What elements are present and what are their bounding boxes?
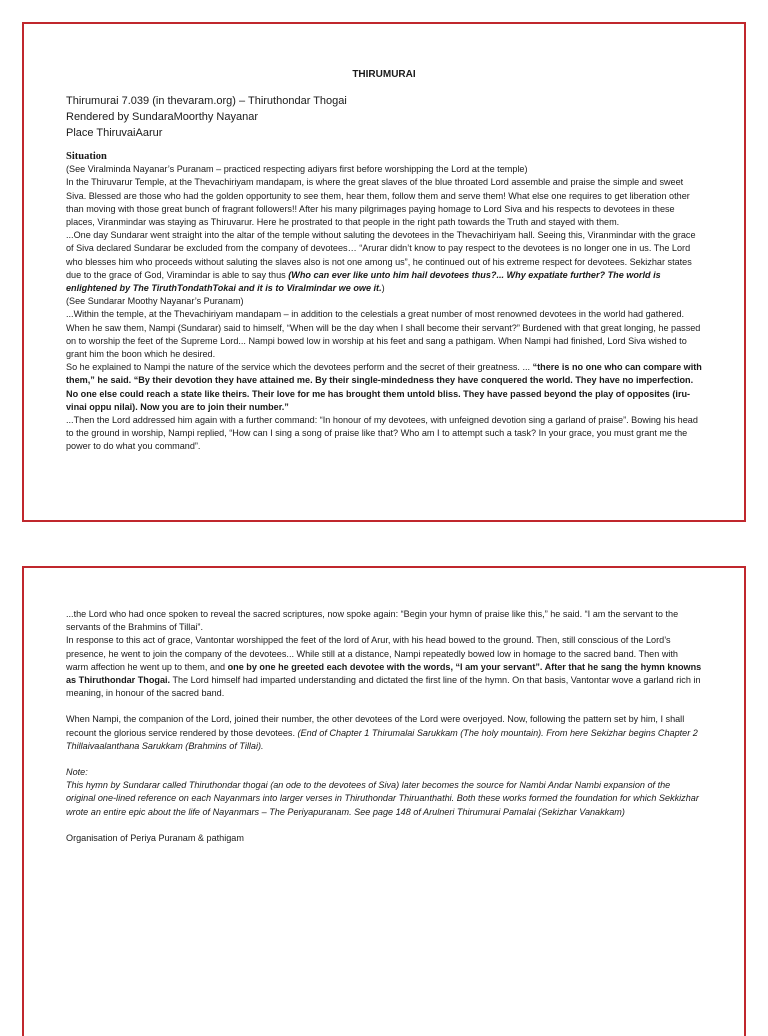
paragraph: ...Within the temple, at the Thevachiriyam mandapam – in addition to the celestials a great number of most renowned devotees in the world had gathered. When he saw them, Nampi (Sundarar) said to himself, “When will be the day when I shall become their servant?” Burdened with that great longing, he passed on to worship the feet of the Supreme Lord... Nampi bowed low in worship at his feet and sang a pathigam. When Nampi had finished, Lord Siva wished to grant him the boon which he desired.	[66, 309, 701, 360]
paragraph: ...Then the Lord addressed him again with a further command: “In honour of my devotees, with unfeigned devotion sing a garland of praise”. Bowing his head to the ground in worship, Nampi replied, “How can I sing a song of praise like that? Who am I to attempt such a task? In your grace, you must grant me the power to do what you command”.	[66, 415, 698, 452]
page-1-content	[66, 68, 702, 454]
emphasized-quote: (Who can ever like unto him hail devotees thus?... Why expatiate further? The world is enlightened by The TiruthTondathTokai and it is to Viralmindar we owe it.	[66, 269, 661, 294]
document-page-2	[22, 566, 746, 1036]
situation-heading: Situation	[66, 151, 107, 163]
paragraph	[66, 634, 702, 700]
paragraph: ...the Lord who had once spoken to reveal the sacred scriptures, now spoke again: “Begin your hymn of praise like this,” he said. “I am the servant to the servants of the Brahmins of Tillai”.	[66, 609, 679, 633]
meta-hymn-reference: Thirumurai 7.039 (in thevaram.org) – Thiruthondar Thogai	[66, 95, 347, 108]
paragraph-text: So he explained to Nampi the nature of the service which the devotees perform and the secret of their greatness. ...	[66, 362, 533, 373]
document-page-1	[22, 22, 746, 522]
paragraph-text: In response to this act of grace, Vantontar worshipped the feet of the lord of Arur, with his head bowed to the ground. Then, still conscious of the Lord’s presence, he went to join the company of the devotees... While still at a distance, Nampi repeatedly bowed low in homage to the sacred band. Then with warm affection he went up to them, and	[66, 635, 678, 672]
paragraph	[66, 361, 702, 414]
paragraph: (See Sundarar Moothy Nayanar’s Puranam)	[66, 296, 244, 307]
paragraph-end: The Lord himself had imparted understanding and dictated the first line of the hymn. On that basis, Vantontar wove a garland rich in meaning, in honour of the sacred band.	[66, 675, 701, 699]
paragraph	[66, 229, 702, 295]
paragraph	[66, 713, 702, 753]
note-label: Note:	[66, 767, 88, 778]
bold-quote: “there is no one who can compare with them,” he said. “By their devotion they have attained me. By their single-mindedness they have conquered the world. They have no imperfection. No one else could reach a state like theirs. Their love for me has brought them untold bliss. They have passed beyond the play of opposites (iru-vinai oppu nilai). Now you are to join their number.”	[66, 362, 702, 412]
italic-passage: (End of Chapter 1 Thirumalai Sarukkam (The holy mountain). From here Sekizhar begins Chapter 2 Thillaivaalanthana Sarukkam (Brahmins of Tillai).	[66, 727, 698, 751]
page-title: THIRUMURAI	[352, 69, 416, 80]
paragraph: In the Thiruvarur Temple, at the Thevachiriyam mandapam, is where the great slaves of the blue throated Lord assemble and praise the simple and sweet Siva. Blessed are those who had the golden opportunity to see them, hear them, follow them and serve them! What else one requires to get liberation other than moving with those great bunch of fragrant followers!! After his many pilgrimages paying homage to Lord Siva and his respects to devotees in these places, Viranmindar was staying as Thiruvarur. Here he prostrated to that people in the right path towards the Truth and stayed with them.	[66, 177, 690, 228]
paragraph-text: ...One day Sundarar went straight into the altar of the temple without saluting the devotees in the Thevachiriyam hall. Seeing this, Viranmindar with the grace of Siva declared Sundarar be excluded from the company of devotees… “Arurar didn’t know to pay respect to the devotees is no longer one in us. The Lord who blesses him who proceeds without saluting the slaves also is not one among us”, he continued out of his extreme respect for devotees. Sekizhar states due to the grace of God, Viramindar is able to say thus	[66, 230, 696, 280]
paragraph-end: )	[381, 283, 385, 294]
page-2-content	[66, 608, 702, 845]
organisation-line: Organisation of Periya Puranam & pathigam	[66, 832, 244, 843]
meta-place: Place ThiruvaiAarur	[66, 127, 163, 140]
paragraph-text: When Nampi, the companion of the Lord, joined their number, the other devotees of the Lord were overjoyed. Now, following the pattern set by him, I shall recount the glorious service rendered by those devotees.	[66, 714, 685, 738]
hymn-meta	[66, 93, 702, 141]
note-text: This hymn by Sundarar called Thiruthondar thogai (an ode to the devotees of Siva) later becomes the source for Nambi Andar Nambi expansion of the original one-lined reference on each Nayanmars into larger verses in Thiruthondar Thiruanthathi. Both these works formed the foundation for which Sekkizhar wrote an entire epic about the life of Nayanmars – The Periyapuranam. See page 148 of Arulneri Thirumurai Pamalai (Sekizhar Vanakkam)	[66, 780, 699, 817]
bold-passage: one by one he greeted each devotee with the words, “I am your servant”. After that he sang the hymn knowns as Thiruthondar Thogai.	[66, 661, 702, 686]
paragraph: (See Viralminda Nayanar’s Puranam – practiced respecting adiyars first before worshipping the Lord at the temple)	[66, 164, 528, 175]
meta-author: Rendered by SundaraMoorthy Nayanar	[66, 111, 259, 124]
